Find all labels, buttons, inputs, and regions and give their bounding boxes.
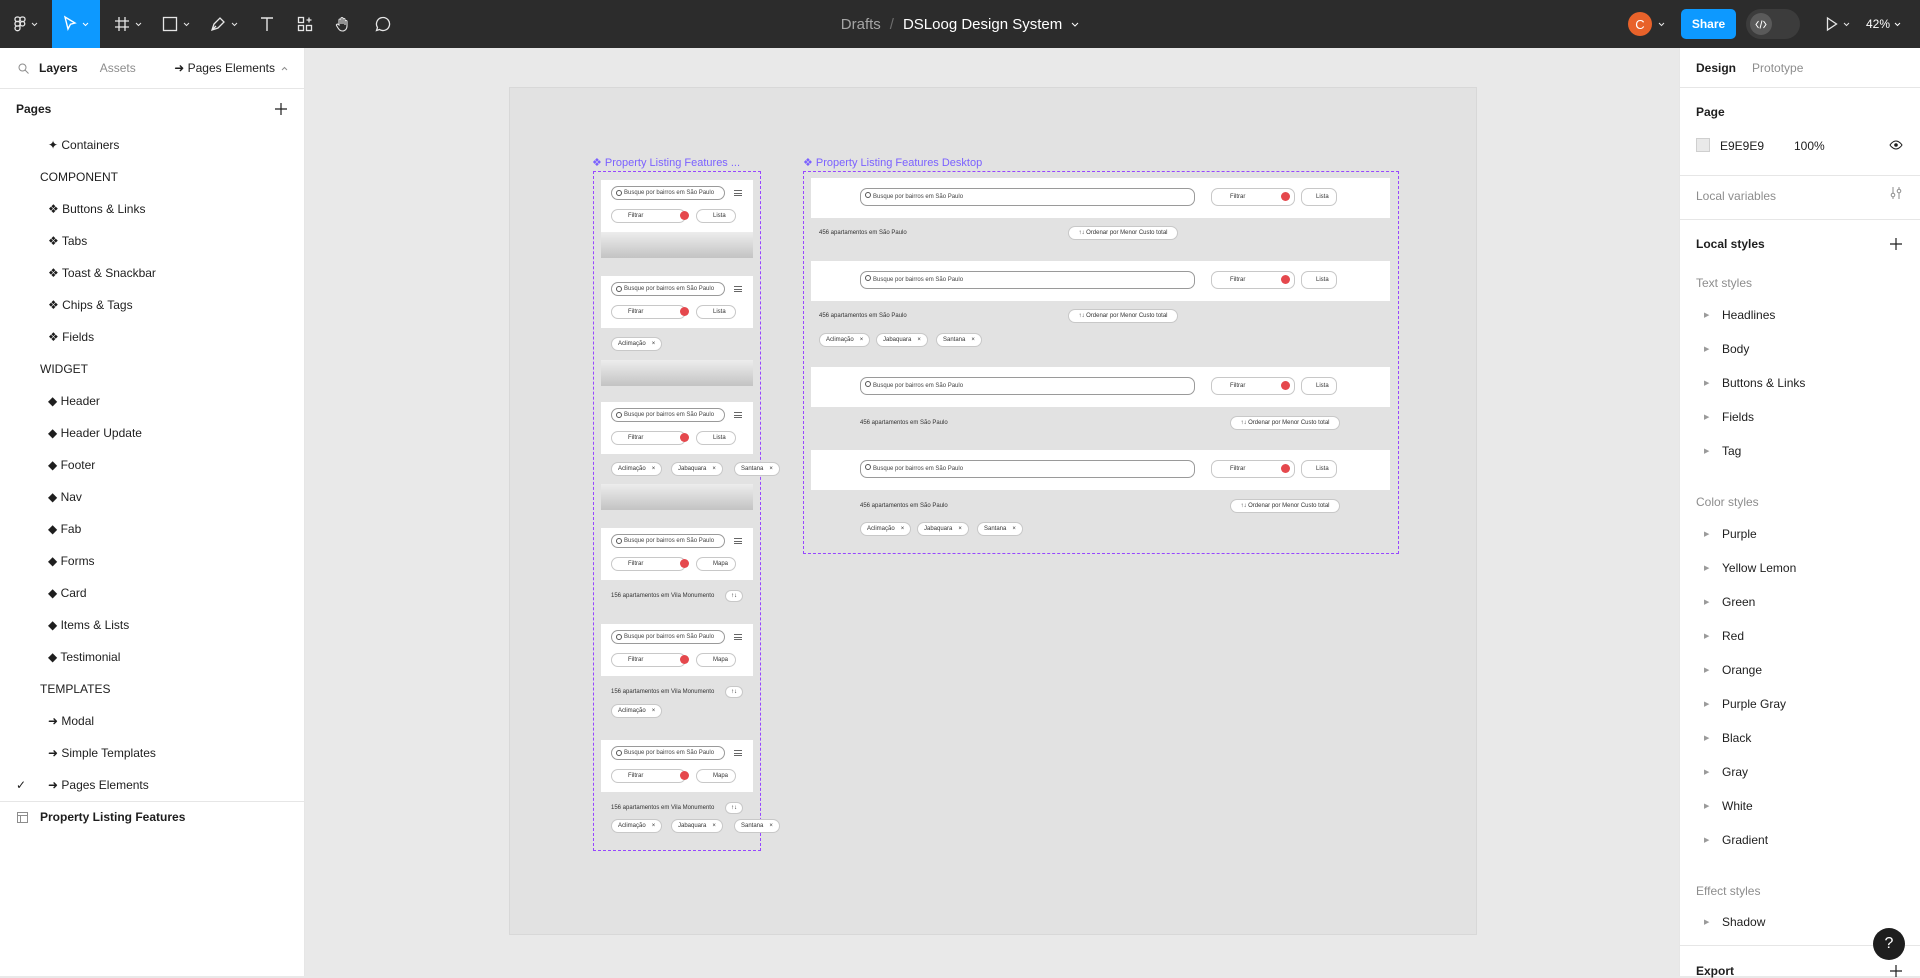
- search-field[interactable]: Busque por bairros em São Paulo: [860, 188, 1195, 206]
- caret-right-icon: ▶: [1704, 448, 1710, 455]
- style-item[interactable]: [1680, 792, 1920, 820]
- style-item-label: Red: [1722, 629, 1745, 643]
- pen-icon: [210, 16, 226, 32]
- sort-button[interactable]: ↑↓ Ordenar por Menor Custo total: [1068, 309, 1178, 323]
- main-menu-button[interactable]: [8, 0, 44, 48]
- style-item-label: Black: [1722, 731, 1752, 745]
- style-item[interactable]: [1680, 403, 1920, 431]
- page-item-label: ❖ Tabs: [48, 234, 88, 248]
- style-item[interactable]: [1680, 437, 1920, 465]
- filter-chip[interactable]: [936, 333, 982, 347]
- filter-count-badge: [1281, 192, 1290, 201]
- chip-label: Santana: [741, 823, 764, 829]
- search-field[interactable]: Busque por bairros em São Paulo: [611, 630, 725, 644]
- page-item[interactable]: [0, 769, 304, 801]
- filter-chip[interactable]: [734, 819, 780, 833]
- page-item[interactable]: [0, 417, 304, 449]
- results-count: 156 apartamentos em Vila Monumento: [611, 689, 715, 695]
- filter-button[interactable]: Filtrar: [611, 209, 686, 223]
- caret-right-icon: ▶: [1704, 599, 1710, 606]
- page-item-label: ◆ Items & Lists: [48, 618, 130, 632]
- page-item-label: ◆ Testimonial: [48, 650, 121, 664]
- add-page-icon[interactable]: [275, 103, 287, 115]
- chip-label: Santana: [984, 526, 1007, 532]
- share-button[interactable]: Share: [1681, 9, 1736, 39]
- page-item-label: ◆ Header: [48, 394, 100, 408]
- page-item-label: ◆ Footer: [48, 458, 96, 472]
- filter-chip[interactable]: [671, 819, 723, 833]
- cursor-icon: [63, 16, 77, 32]
- search-field[interactable]: Busque por bairros em São Paulo: [860, 271, 1195, 289]
- close-icon[interactable]: ×: [958, 526, 962, 532]
- page-item[interactable]: [0, 161, 304, 193]
- close-icon[interactable]: ×: [651, 823, 656, 829]
- map-toggle-button[interactable]: Mapa: [696, 769, 736, 783]
- sliders-icon[interactable]: [1889, 186, 1903, 200]
- page-item[interactable]: [0, 737, 304, 769]
- close-icon[interactable]: ×: [651, 708, 656, 714]
- page-item[interactable]: [0, 193, 304, 225]
- filter-count-badge: [1281, 381, 1290, 390]
- caret-right-icon: ▶: [1704, 735, 1710, 742]
- close-icon[interactable]: ×: [900, 526, 905, 532]
- breadcrumb-drafts[interactable]: Drafts: [840, 15, 881, 33]
- style-item-label: Purple: [1722, 527, 1757, 541]
- text-styles-title: Text styles: [1696, 276, 1753, 290]
- page-item[interactable]: [0, 641, 304, 673]
- results-count: 156 apartamentos em Vila Monumento: [611, 805, 715, 811]
- style-item-label: Purple Gray: [1722, 697, 1787, 711]
- page-item-label: ➜ Simple Templates: [48, 746, 156, 760]
- page-item[interactable]: [0, 385, 304, 417]
- search-field[interactable]: Busque por bairros em São Paulo: [611, 186, 725, 200]
- style-item[interactable]: [1680, 335, 1920, 363]
- style-item-label: White: [1722, 799, 1753, 813]
- style-item[interactable]: [1680, 826, 1920, 854]
- chip-label: Santana: [741, 466, 764, 472]
- chip-label: Aclimação: [618, 708, 646, 714]
- chip-label: Santana: [943, 337, 966, 343]
- style-item-label: Gradient: [1722, 833, 1769, 847]
- page-item-label: TEMPLATES: [40, 682, 111, 696]
- frame-tool-button[interactable]: [110, 0, 146, 48]
- list-toggle-button[interactable]: Lista: [696, 209, 736, 223]
- page-item[interactable]: [0, 673, 304, 705]
- export-title: Export: [1696, 964, 1735, 978]
- zoom-level: 42%: [1866, 17, 1891, 31]
- toolbar: [0, 0, 1920, 48]
- comment-icon: [375, 16, 391, 32]
- search-field[interactable]: Busque por bairros em São Paulo: [860, 377, 1195, 395]
- page-item-label: ◆ Header Update: [48, 426, 142, 440]
- close-icon[interactable]: ×: [1012, 526, 1016, 532]
- style-item-label: Shadow: [1722, 915, 1766, 929]
- chevron-down-icon: [1843, 22, 1850, 27]
- page-item[interactable]: [0, 449, 304, 481]
- chip-row: [306, 48, 773, 848]
- caret-right-icon: ▶: [1704, 803, 1710, 810]
- chevron-down-icon: [183, 22, 190, 27]
- chevron-down-icon: [1894, 22, 1901, 27]
- caret-right-icon: ▶: [1704, 837, 1710, 844]
- page-color-value[interactable]: E9E9E9: [1720, 139, 1765, 153]
- page-item-label: ◆ Card: [48, 586, 87, 600]
- check-icon: ✓: [16, 778, 27, 792]
- page-item-label: ❖ Toast & Snackbar: [48, 266, 156, 280]
- add-export-icon[interactable]: [1890, 965, 1902, 977]
- filter-button[interactable]: Filtrar: [1211, 271, 1295, 289]
- move-tool-button[interactable]: [52, 0, 100, 48]
- style-item[interactable]: [1680, 520, 1920, 548]
- shape-tool-button[interactable]: [158, 0, 194, 48]
- list-toggle-button[interactable]: Lista: [696, 305, 736, 319]
- style-item[interactable]: [1680, 690, 1920, 718]
- page-item-label: ◆ Nav: [48, 490, 82, 504]
- page-item-label: ➜ Modal: [48, 714, 95, 728]
- list-toggle-button[interactable]: Lista: [1301, 460, 1337, 478]
- style-item[interactable]: [1680, 758, 1920, 786]
- filter-button[interactable]: Filtrar: [611, 305, 686, 319]
- close-icon[interactable]: ×: [712, 823, 716, 829]
- left-panel: [0, 48, 305, 976]
- filter-chip[interactable]: [819, 333, 870, 347]
- layer-name: Property Listing Features: [40, 810, 186, 824]
- list-toggle-button[interactable]: Lista: [696, 431, 736, 445]
- page-item[interactable]: [0, 129, 304, 161]
- chip-label: Jabaquara: [678, 823, 707, 829]
- search-icon[interactable]: [18, 63, 29, 74]
- list-toggle-button[interactable]: Lista: [1301, 377, 1337, 395]
- dev-mode-toggle[interactable]: [1746, 9, 1800, 39]
- filter-button[interactable]: Filtrar: [1211, 460, 1295, 478]
- chevron-up-icon: [281, 66, 288, 71]
- color-styles-title: Color styles: [1696, 495, 1759, 509]
- style-item[interactable]: [1680, 622, 1920, 650]
- results-count: 456 apartamentos em São Paulo: [860, 503, 948, 509]
- page-item[interactable]: [0, 705, 304, 737]
- frame-icon: [114, 16, 130, 32]
- chip-label: Aclimação: [826, 337, 854, 343]
- sort-button[interactable]: ↑↓ Ordenar por Menor Custo total: [1230, 416, 1340, 430]
- caret-right-icon: ▶: [1704, 633, 1710, 640]
- sort-button[interactable]: ↑↓ Ordenar por Menor Custo total: [1230, 499, 1340, 513]
- page-item-label: ❖ Fields: [48, 330, 95, 344]
- page-item-label: ❖ Chips & Tags: [48, 298, 133, 312]
- map-toggle-button[interactable]: Mapa: [696, 557, 736, 571]
- page-item[interactable]: [0, 577, 304, 609]
- filter-chip[interactable]: [917, 522, 969, 536]
- play-icon: [1826, 17, 1838, 31]
- caret-right-icon: ▶: [1704, 769, 1710, 776]
- page-item[interactable]: [0, 609, 304, 641]
- effect-styles-title: Effect styles: [1696, 884, 1761, 898]
- page-item-label: ✦ Containers: [48, 138, 120, 152]
- text-tool-button[interactable]: [252, 0, 282, 48]
- style-item[interactable]: [1680, 656, 1920, 684]
- components-icon: [297, 16, 313, 32]
- caret-right-icon: ▶: [1704, 346, 1710, 353]
- right-panel-tabs: [1680, 48, 1920, 88]
- figma-logo-icon: [14, 16, 26, 32]
- style-item-label: Yellow Lemon: [1722, 561, 1797, 575]
- filter-count-badge: [1281, 275, 1290, 284]
- close-icon[interactable]: ×: [769, 823, 773, 829]
- filter-button[interactable]: Filtrar: [1211, 377, 1295, 395]
- left-panel-tabs: [0, 48, 304, 88]
- frame-layer-icon: [17, 812, 28, 823]
- filter-button[interactable]: Filtrar: [611, 557, 686, 571]
- close-icon[interactable]: ×: [859, 337, 864, 343]
- filter-button[interactable]: Filtrar: [611, 653, 686, 667]
- chevron-down-icon[interactable]: [1658, 22, 1665, 27]
- sort-button[interactable]: ↑↓ Ordenar por Menor Custo total: [1068, 226, 1178, 240]
- page-item[interactable]: [0, 353, 304, 385]
- page-opacity-value[interactable]: 100%: [1794, 139, 1825, 153]
- page-item-label: ◆ Forms: [48, 554, 95, 568]
- breadcrumb-separator: /: [889, 15, 894, 33]
- caret-right-icon: ▶: [1704, 667, 1710, 674]
- close-icon[interactable]: ×: [769, 466, 773, 472]
- tab-assets[interactable]: Assets: [99, 61, 136, 75]
- chevron-down-icon: [231, 22, 238, 27]
- results-count: 456 apartamentos em São Paulo: [819, 230, 907, 236]
- caret-right-icon: ▶: [1704, 919, 1710, 926]
- style-item[interactable]: [1680, 369, 1920, 397]
- page-item-label: ◆ Fab: [48, 522, 82, 536]
- chevron-down-icon[interactable]: [1071, 22, 1079, 27]
- chevron-down-icon: [31, 22, 38, 27]
- caret-right-icon: ▶: [1704, 701, 1710, 708]
- chip-label: Aclimação: [618, 823, 646, 829]
- filter-button[interactable]: Filtrar: [611, 769, 686, 783]
- filter-count-badge: [1281, 464, 1290, 473]
- current-page-selector[interactable]: [174, 61, 288, 75]
- search-field[interactable]: Busque por bairros em São Paulo: [611, 282, 725, 296]
- hand-tool-button[interactable]: [328, 0, 358, 48]
- chip-label: Aclimação: [867, 526, 895, 532]
- chip-label: Jabaquara: [924, 526, 953, 532]
- filter-chip[interactable]: [611, 819, 662, 833]
- caret-right-icon: ▶: [1704, 312, 1710, 319]
- local-variables-label[interactable]: Local variables: [1696, 189, 1777, 203]
- style-item-label: Orange: [1722, 663, 1763, 677]
- page-color-swatch[interactable]: [1696, 138, 1710, 152]
- chip-label: Aclimação: [618, 466, 646, 472]
- tab-layers[interactable]: Layers: [39, 61, 78, 75]
- page-item[interactable]: [0, 225, 304, 257]
- layer-row[interactable]: [0, 802, 304, 832]
- style-item-label: Green: [1722, 595, 1756, 609]
- results-count: 156 apartamentos em Vila Monumento: [611, 593, 715, 599]
- results-count: 456 apartamentos em São Paulo: [860, 420, 948, 426]
- tab-design[interactable]: Design: [1696, 60, 1737, 75]
- pages-title: Pages: [16, 101, 52, 116]
- close-icon[interactable]: ×: [651, 466, 656, 472]
- caret-right-icon: ▶: [1704, 414, 1710, 421]
- close-icon[interactable]: ×: [971, 337, 975, 343]
- caret-right-icon: ▶: [1704, 565, 1710, 572]
- caret-right-icon: ▶: [1704, 380, 1710, 387]
- chip-label: Aclimação: [618, 341, 646, 347]
- page-item[interactable]: [0, 481, 304, 513]
- page-item[interactable]: [0, 321, 304, 353]
- close-icon[interactable]: ×: [712, 466, 716, 472]
- caret-right-icon: ▶: [1704, 531, 1710, 538]
- divider: [1680, 175, 1920, 176]
- search-field[interactable]: Busque por bairros em São Paulo: [611, 408, 725, 422]
- chevron-down-icon: [82, 22, 89, 27]
- local-styles-title: Local styles: [1696, 237, 1765, 251]
- mobile-component-label[interactable]: ❖ Property Listing Features ...: [592, 157, 741, 169]
- right-panel: [1679, 48, 1920, 976]
- filter-chip[interactable]: [860, 522, 911, 536]
- search-field[interactable]: Busque por bairros em São Paulo: [860, 460, 1195, 478]
- style-item[interactable]: [1680, 724, 1920, 752]
- file-name[interactable]: DSLoog Design System: [902, 15, 1063, 33]
- page-item-label: ➜ Pages Elements: [48, 778, 149, 792]
- hand-icon: [335, 16, 351, 32]
- map-toggle-button[interactable]: Mapa: [696, 653, 736, 667]
- filter-button[interactable]: Filtrar: [611, 431, 686, 445]
- page-item-label: WIDGET: [40, 362, 88, 376]
- page-item[interactable]: [0, 257, 304, 289]
- zoom-control[interactable]: [1866, 0, 1901, 48]
- page-item[interactable]: [0, 545, 304, 577]
- search-field[interactable]: Busque por bairros em São Paulo: [611, 534, 725, 548]
- list-toggle-button[interactable]: Lista: [1301, 188, 1337, 206]
- page-item[interactable]: [0, 513, 304, 545]
- rectangle-icon: [162, 16, 178, 32]
- canvas[interactable]: [306, 48, 1679, 976]
- search-field[interactable]: Busque por bairros em São Paulo: [611, 746, 725, 760]
- page-item[interactable]: [0, 289, 304, 321]
- chevron-down-icon: [135, 22, 142, 27]
- present-button[interactable]: [1820, 0, 1856, 48]
- style-item-label: Tag: [1722, 444, 1742, 458]
- pages-header: [0, 88, 304, 128]
- page-item-label: COMPONENT: [40, 170, 118, 184]
- sort-button[interactable]: ↑↓: [725, 802, 743, 814]
- filter-button[interactable]: Filtrar: [1211, 188, 1295, 206]
- desktop-component-label[interactable]: ❖ Property Listing Features Desktop: [803, 157, 983, 169]
- results-count: 456 apartamentos em São Paulo: [819, 313, 907, 319]
- divider: [1680, 219, 1920, 220]
- style-item-label: Body: [1722, 342, 1750, 356]
- pen-tool-button[interactable]: [206, 0, 242, 48]
- chip-label: Jabaquara: [678, 466, 707, 472]
- page-item-label: ❖ Buttons & Links: [48, 202, 146, 216]
- comment-tool-button[interactable]: [368, 0, 398, 48]
- page-list: [0, 129, 304, 801]
- current-page-label: ➜ Pages Elements: [174, 61, 275, 75]
- style-item[interactable]: [1680, 554, 1920, 582]
- filter-chip[interactable]: [876, 333, 928, 347]
- page-section-title: Page: [1696, 105, 1725, 119]
- resources-button[interactable]: [290, 0, 320, 48]
- style-item-label: Fields: [1722, 410, 1755, 424]
- eye-icon[interactable]: [1889, 140, 1903, 150]
- sort-button[interactable]: ↑↓: [725, 590, 743, 602]
- help-button[interactable]: ?: [1873, 928, 1905, 960]
- style-item[interactable]: [1680, 301, 1920, 329]
- style-item-label: Buttons & Links: [1722, 376, 1806, 390]
- code-icon: [1750, 13, 1772, 35]
- filter-chip[interactable]: [977, 522, 1023, 536]
- chip-label: Jabaquara: [883, 337, 912, 343]
- tab-prototype[interactable]: Prototype: [1752, 60, 1804, 75]
- close-icon[interactable]: ×: [917, 337, 921, 343]
- style-item-label: Gray: [1722, 765, 1749, 779]
- close-icon[interactable]: ×: [651, 341, 656, 347]
- list-toggle-button[interactable]: Lista: [1301, 271, 1337, 289]
- text-icon: [259, 16, 275, 32]
- style-item[interactable]: [1680, 588, 1920, 616]
- add-style-icon[interactable]: [1890, 238, 1902, 250]
- style-item-label: Headlines: [1722, 308, 1776, 322]
- avatar[interactable]: C: [1628, 12, 1652, 36]
- sort-button[interactable]: ↑↓: [725, 686, 743, 698]
